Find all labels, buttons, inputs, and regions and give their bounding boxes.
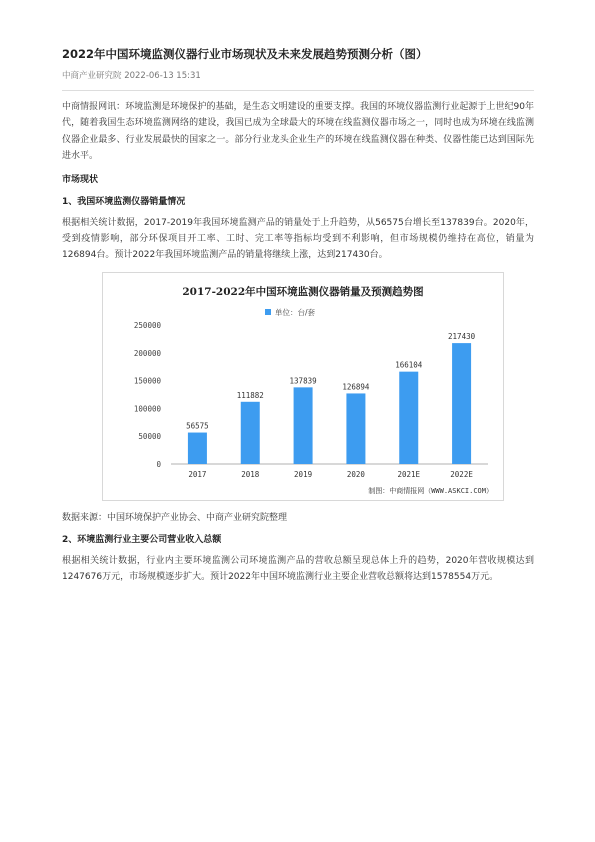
legend-swatch: [265, 309, 271, 315]
sales-paragraph: 根据相关统计数据，2017-2019年我国环境监测产品的销量处于上升趋势，从56575台增长至137839台。2020年，受到疫情影响，部分环保项目开工率、工时、完工率等指标均受到不利影响，但市场规模仍维持在高位，销量为126894台。预计2022年我国环境监测产品的销量将继续上涨，达到217430台。: [62, 217, 534, 261]
y-tick-label: 200000: [133, 348, 161, 358]
article: [62, 46, 534, 590]
y-tick-label: 150000: [133, 376, 161, 386]
x-tick-label: 2020: [346, 469, 365, 479]
divider: [62, 90, 534, 91]
sales-chart: [102, 272, 504, 501]
legend-label: 单位：台/套: [275, 307, 316, 317]
bar-value-label: 126894: [342, 382, 370, 392]
bar: [241, 402, 260, 464]
bar-value-label: 111882: [236, 390, 264, 400]
subheading-sales: 1、我国环境监测仪器销量情况: [62, 196, 186, 207]
chart-title: 2017-2022年中国环境监测仪器销量及预测趋势图: [182, 285, 424, 298]
sales-chart-svg: [103, 273, 503, 500]
data-source: 数据来源：中国环境保护产业协会、中商产业研究院整理: [62, 512, 288, 523]
source-date: 中商产业研究院 2022-06-13 15:31: [62, 71, 201, 81]
article-title: 2022年中国环境监测仪器行业市场现状及未来发展趋势预测分析（图）: [62, 47, 428, 61]
bar: [346, 393, 365, 464]
revenue-paragraph: 根据相关统计数据，行业内主要环境监测公司环境监测产品的营收总额呈现总体上升的趋势，2020年营收规模达到1247676万元，市场规模逐步扩大。预计2022年中国环境监测行业主要企业营收总额将达到1578554万元。: [62, 555, 534, 583]
y-tick-label: 100000: [133, 404, 161, 414]
bar: [452, 343, 471, 464]
x-tick-label: 2018: [241, 469, 260, 479]
intro-paragraph: 中商情报网讯：环境监测是环境保护的基础，是生态文明建设的重要支撑。我国的环境仪器监测行业起源于上世纪90年代，随着我国生态环境监测网络的建设，我国已成为全球最大的环境在线监测仪器市场之一，同时也成为环境在线监测仪器企业最多、行业发展最快的国家之一。部分行业龙头企业生产的环境在线监测仪器在种类、仪器性能已达到国际先进水平。: [62, 102, 534, 162]
x-tick-label: 2022E: [450, 469, 473, 479]
bar-value-label: 217430: [448, 331, 476, 341]
chart-credit: 制图：中商情报网（WWW.ASKCI.COM）: [368, 486, 493, 495]
section-heading-market: 市场现状: [62, 174, 99, 185]
bar: [294, 387, 313, 464]
bar-value-label: 166104: [395, 360, 423, 370]
bar: [188, 432, 207, 463]
subheading-revenue: 2、环境监测行业主要公司营业收入总额: [62, 534, 222, 545]
y-tick-label: 0: [156, 459, 161, 469]
y-tick-label: 50000: [138, 432, 161, 442]
x-tick-label: 2017: [188, 469, 207, 479]
y-tick-label: 250000: [133, 320, 161, 330]
plot-layer: [134, 321, 476, 479]
bar-value-label: 56575: [186, 421, 209, 431]
x-tick-label: 2019: [294, 469, 313, 479]
bar: [399, 371, 418, 463]
x-tick-label: 2021E: [397, 469, 421, 479]
bar-value-label: 137839: [289, 376, 317, 386]
